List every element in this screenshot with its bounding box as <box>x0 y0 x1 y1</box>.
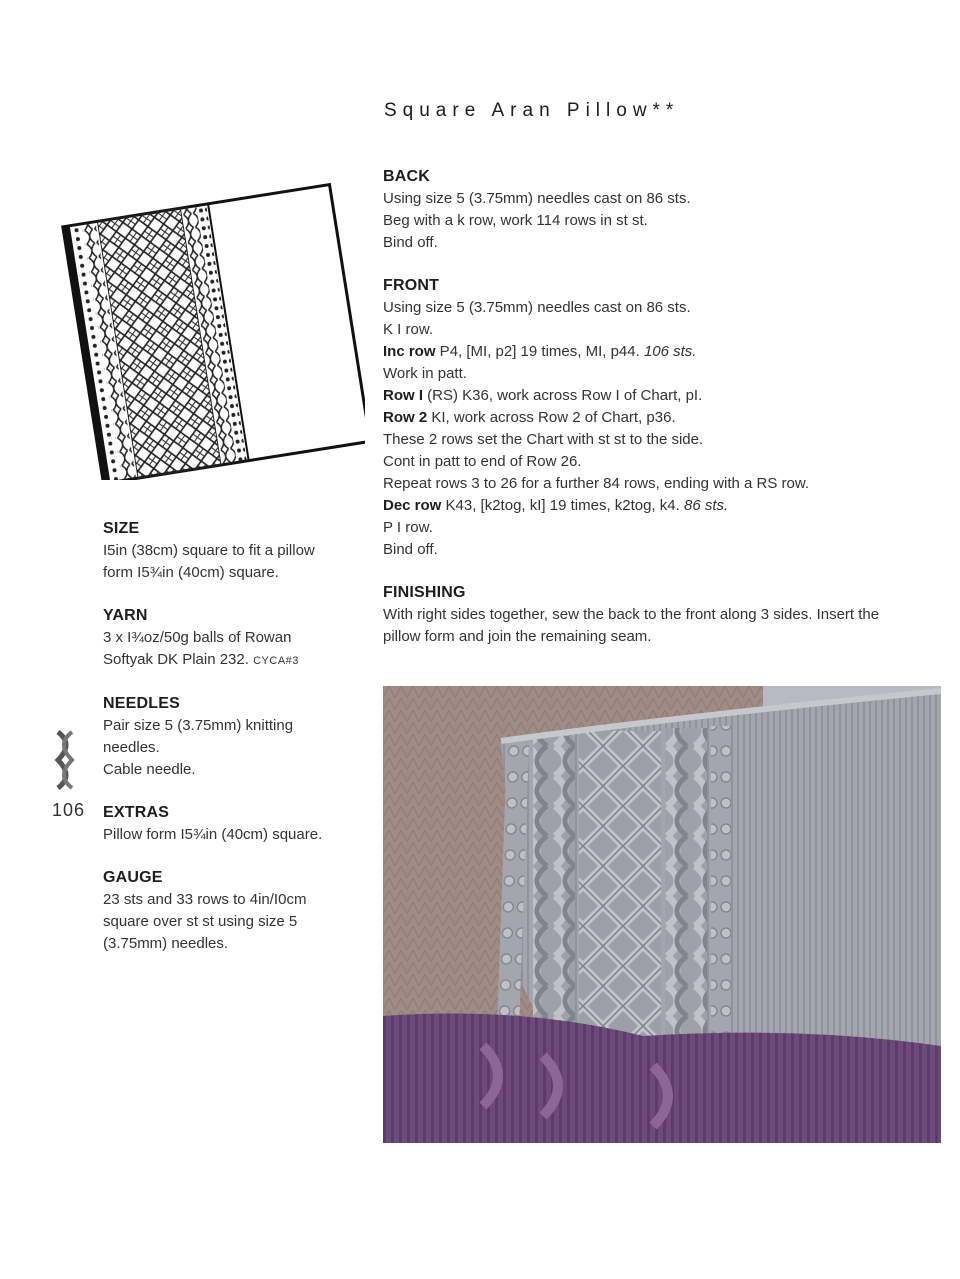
needles-heading: NEEDLES <box>103 695 180 712</box>
yarn-line: 3 x I¾oz/50g balls of Rowan <box>103 629 292 646</box>
pillow-sketch <box>60 170 365 480</box>
gauge-line: 23 sts and 33 rows to 4in/I0cm <box>103 891 307 908</box>
back-line: Using size 5 (3.75mm) needles cast on 86 sts. <box>383 190 691 207</box>
front-section <box>383 275 923 561</box>
back-line: Bind off. <box>383 234 438 251</box>
page-title: Square Aran Pillow** <box>384 100 680 121</box>
pillow-photo <box>383 686 941 1143</box>
finishing-section <box>383 582 923 648</box>
finishing-line: With right sides together, sew the back to the front along 3 sides. Insert the <box>383 606 880 623</box>
gauge-section <box>103 867 363 955</box>
back-line: Beg with a k row, work 114 rows in st st. <box>383 212 648 229</box>
row1-label: Row I <box>383 387 423 404</box>
front-line <box>383 495 923 517</box>
instructions-column <box>383 166 923 669</box>
row1-text: (RS) K36, work across Row I of Chart, pI. <box>423 387 703 404</box>
needles-section <box>103 693 363 781</box>
front-line <box>383 385 923 407</box>
row2-text: KI, work across Row 2 of Chart, p36. <box>427 409 676 426</box>
yarn-line <box>103 649 363 672</box>
size-section <box>103 518 363 584</box>
yarn-name: Softyak DK Plain 232. <box>103 651 254 668</box>
page-number: 106 <box>52 800 86 820</box>
gauge-heading: GAUGE <box>103 869 163 886</box>
back-section <box>383 166 923 254</box>
yarn-section <box>103 605 363 672</box>
front-line: Cont in patt to end of Row 26. <box>383 453 582 470</box>
finishing-heading: FINISHING <box>383 584 466 601</box>
gauge-line: (3.75mm) needles. <box>103 935 229 952</box>
dec-row-label: Dec row <box>383 497 442 514</box>
front-line <box>383 341 923 363</box>
needles-line: Pair size 5 (3.75mm) knitting <box>103 717 294 734</box>
extras-line: Pillow form I5¾in (40cm) square. <box>103 826 323 843</box>
front-heading: FRONT <box>383 277 440 294</box>
front-line <box>383 407 923 429</box>
row2-label: Row 2 <box>383 409 428 426</box>
front-line: Repeat rows 3 to 26 for a further 84 rows, ending with a RS row. <box>383 475 810 492</box>
size-line: form I5¾in (40cm) square. <box>103 564 279 581</box>
needles-line: Cable needle. <box>103 761 196 778</box>
front-line: These 2 rows set the Chart with st st to the side. <box>383 431 704 448</box>
inc-row-label: Inc row <box>383 343 436 360</box>
needles-line: needles. <box>103 739 160 756</box>
extras-heading: EXTRAS <box>103 804 170 821</box>
gauge-line: square over st st using size 5 <box>103 913 298 930</box>
inc-row-text: P4, [MI, p2] 19 times, MI, p44. <box>435 343 644 360</box>
yarn-heading: YARN <box>103 607 148 624</box>
front-line: P I row. <box>383 519 433 536</box>
front-line: Work in patt. <box>383 365 467 382</box>
back-heading: BACK <box>383 168 431 185</box>
dec-row-text: K43, [k2tog, kI] 19 times, k2tog, k4. <box>441 497 684 514</box>
size-line: I5in (38cm) square to fit a pillow <box>103 542 315 559</box>
size-heading: SIZE <box>103 520 140 537</box>
dec-row-count: 86 sts. <box>683 497 729 514</box>
front-line: K I row. <box>383 321 434 338</box>
yarn-weight: CYCA#3 <box>253 655 299 667</box>
front-line: Bind off. <box>383 541 438 558</box>
inc-row-count: 106 sts. <box>643 343 697 360</box>
cable-ornament-icon <box>50 728 80 792</box>
finishing-line: pillow form and join the remaining seam. <box>383 628 652 645</box>
front-line: Using size 5 (3.75mm) needles cast on 86 sts. <box>383 299 691 316</box>
extras-section <box>103 802 363 846</box>
materials-column <box>103 518 363 976</box>
